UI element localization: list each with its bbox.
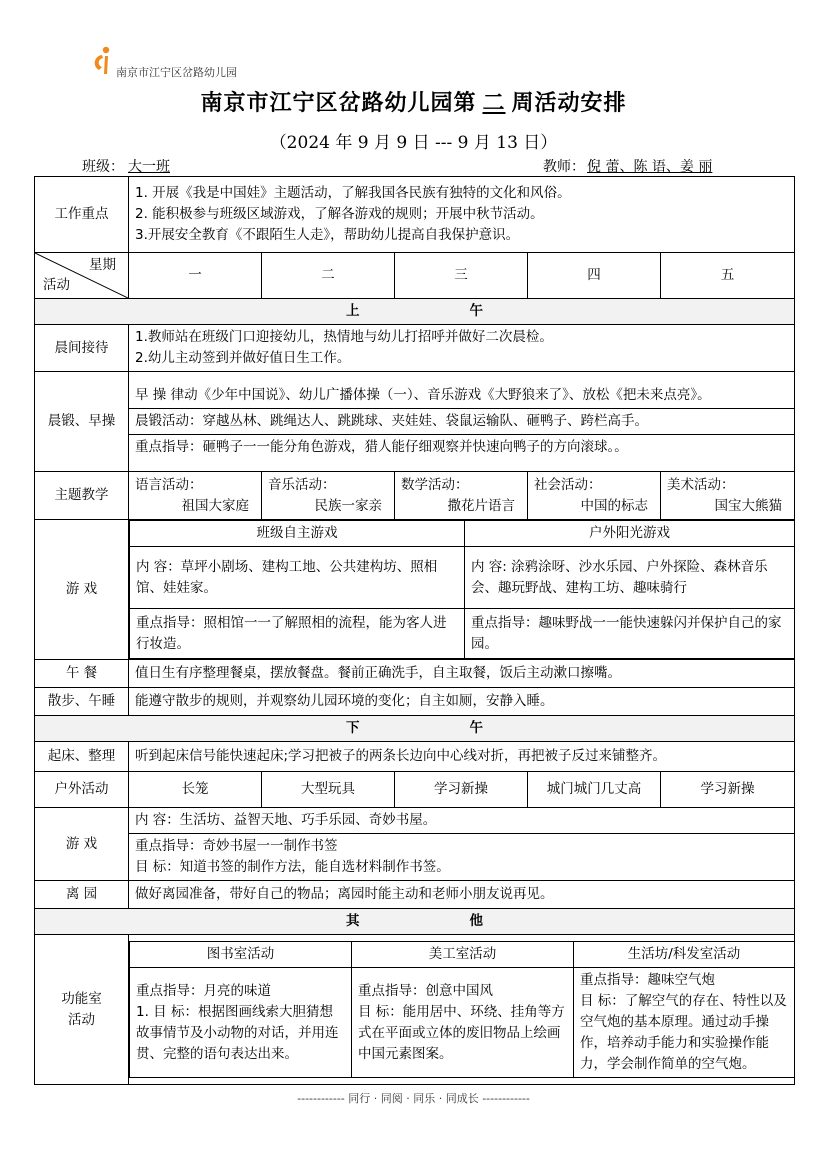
page-footer: ------------ 同行 · 同阅 · 同乐 · 同成长 ------------ [297, 1092, 530, 1105]
outdoor-game-guide: 重点指导：趣味野战一一能快速躲闪并保护自己的家园。 [465, 609, 795, 659]
outdoor-fri: 学习新操 [661, 772, 795, 808]
weekday-thu: 四 [528, 253, 661, 299]
wakeup-row [35, 742, 795, 772]
outdoor-mon: 长笼 [129, 772, 262, 808]
wakeup-label: 起床、整理 [35, 742, 129, 772]
theme-cell-fri: 美术活动： 国宝大熊猫 [661, 472, 795, 520]
class-game-content: 内 容：草坪小剧场、建构工地、公共建构坊、照相馆、娃娃家。 [130, 547, 465, 609]
leave-label: 离 园 [35, 881, 129, 909]
logo-text: 南京市江宁区岔路幼儿园 [116, 66, 237, 79]
focus-content [129, 177, 795, 253]
exercise-row [35, 372, 795, 472]
afternoon-band: 下 午 [35, 716, 795, 742]
weekday-row [35, 253, 795, 299]
nap-label: 散步、午睡 [35, 688, 129, 716]
games-am-label: 游 戏 [35, 520, 129, 660]
science-room-header: 生活坊/科发室活动 [574, 942, 795, 968]
exercise-content [129, 372, 795, 472]
games-pm-content-text: 内 容：生活坊、益智天地、巧手乐园、奇妙书屋。 [129, 808, 794, 834]
class-info: 班级： 大一班 [82, 156, 174, 176]
weekday-tue: 二 [262, 253, 395, 299]
art-room-content: 重点指导：创意中国风 目 标：能用居中、环绕、挂角等方式在平面或立体的废旧物品上绘画中国元素图案。 [352, 968, 574, 1078]
games-pm-row [35, 808, 795, 881]
outdoor-wed: 学习新操 [395, 772, 528, 808]
theme-cell-mon: 语言活动： 祖国大家庭 [129, 472, 262, 520]
reception-label: 晨间接待 [35, 325, 129, 372]
theme-label: 主题教学 [35, 472, 129, 520]
weekday-fri: 五 [661, 253, 795, 299]
diag-activity-label: 活动 [43, 277, 70, 293]
function-room-label: 功能室 活动 [35, 935, 129, 1085]
teacher-info: 教师： 倪 蕾、陈 语、姜 丽 [543, 159, 713, 175]
weekday-wed: 三 [395, 253, 528, 299]
morning-exercise-text: 早 操 律动《少年中国说》、幼儿广播体操（一）、音乐游戏《大野狼来了》、放松《把未来点亮》。 [129, 383, 794, 409]
teacher-names: 倪 蕾、陈 语、姜 丽 [587, 159, 713, 175]
games-pm-label: 游 戏 [35, 808, 129, 881]
reception-content: 1.教师站在班级门口迎接幼儿，热情地与幼儿打招呼并做好二次晨检。 2.幼儿主动签到并做好值日生工作。 [129, 325, 795, 372]
exercise-guide-text: 重点指导：砸鸭子一一能分角色游戏，猎人能仔细观察并快速向鸭子的方向滚球。。 [135, 439, 628, 455]
focus-line: 1. 开展《我是中国娃》主题活动，了解我国各民族有独特的文化和风俗。 [135, 185, 571, 201]
games-pm-content [129, 808, 795, 881]
library-room-content: 重点指导：月亮的味道 1. 目 标：根据图画线索大胆猜想故事情节及小动物的对话，并用连贯、完整的语句表达出来。 [130, 968, 352, 1078]
focus-line: 2. 能积极参与班级区域游戏，了解各游戏的规则；开展中秋节活动。 [135, 206, 544, 222]
function-room-row [35, 935, 795, 1085]
other-band: 其 他 [35, 909, 795, 935]
outdoor-game-header: 户外阳光游戏 [465, 521, 795, 547]
games-am-content [129, 520, 795, 660]
date-range: （2024 年 9 月 9 日 --- 9 月 13 日） [269, 133, 558, 153]
outdoor-row [35, 772, 795, 808]
outdoor-game-content: 内 容: 涂鸦涂呀、沙水乐园、户外探险、森林音乐会、趣玩野战、建构工坊、趣味骑行 [465, 547, 795, 609]
art-room-header: 美工室活动 [352, 942, 574, 968]
kindergarten-logo [90, 44, 270, 80]
diag-weekday-label: 星期 [89, 257, 116, 273]
weekly-schedule-table [34, 176, 795, 1085]
theme-row [35, 472, 795, 520]
morning-workout-text: 晨锻活动：穿越丛林、跳绳达人、跳跳球、夹娃娃、袋鼠运输队、砸鸭子、跨栏高手。 [129, 409, 794, 435]
nap-content: 能遵守散步的规则，并观察幼儿园环境的变化；自主如厕，安静入睡。 [129, 688, 795, 716]
games-pm-guide: 重点指导：奇妙书屋一一制作书签 [135, 838, 338, 854]
library-room-header: 图书室活动 [130, 942, 352, 968]
class-game-guide: 重点指导：照相馆一一了解照相的流程，能为客人进行妆造。 [130, 609, 465, 659]
page-title: 南京市江宁区岔路幼儿园第 二 周活动安排 [200, 90, 627, 116]
theme-cell-tue: 音乐活动： 民族一家亲 [262, 472, 395, 520]
games-am-row [35, 520, 795, 660]
function-room-content [129, 935, 795, 1085]
class-game-header: 班级自主游戏 [130, 521, 465, 547]
science-room-content: 重点指导：趣味空气炮 目 标：了解空气的存在、特性以及空气炮的基本原理。通过动手操作，培养动手能力和实验操作能力，学会制作简单的空气炮。 [574, 968, 795, 1078]
leave-row [35, 881, 795, 909]
reception-row [35, 325, 795, 372]
outdoor-tue: 大型玩具 [262, 772, 395, 808]
nap-row [35, 688, 795, 716]
morning-band: 上 午 [35, 299, 795, 325]
wakeup-content: 听到起床信号能快速起床;学习把被子的两条长边向中心线对折，再把被子反过来铺整齐。 [129, 742, 795, 772]
theme-cell-wed: 数学活动： 撒花片语言 [395, 472, 528, 520]
exercise-label: 晨锻、早操 [35, 372, 129, 472]
diagonal-header-cell [35, 253, 129, 299]
leave-content: 做好离园准备，带好自己的物品；离园时能主动和老师小朋友说再见。 [129, 881, 795, 909]
theme-cell-thu: 社会活动： 中国的标志 [528, 472, 661, 520]
lunch-row [35, 660, 795, 688]
weekday-mon: 一 [129, 253, 262, 299]
class-name: 大一班 [128, 159, 170, 175]
lunch-content: 值日生有序整理餐桌，摆放餐盘。餐前正确洗手，自主取餐，饭后主动漱口擦嘴。 [129, 660, 795, 688]
lunch-label: 午 餐 [35, 660, 129, 688]
focus-line: 3.开展安全教育《不跟陌生人走》，帮助幼儿提高自我保护意识。 [135, 227, 520, 243]
week-number: 二 [482, 90, 506, 116]
games-pm-goal: 目 标：知道书签的制作方法，能自选材料制作书签。 [135, 859, 450, 875]
outdoor-thu: 城门城门几丈高 [528, 772, 661, 808]
focus-row [35, 177, 795, 253]
focus-label: 工作重点 [35, 177, 129, 253]
outdoor-label: 户外活动 [35, 772, 129, 808]
